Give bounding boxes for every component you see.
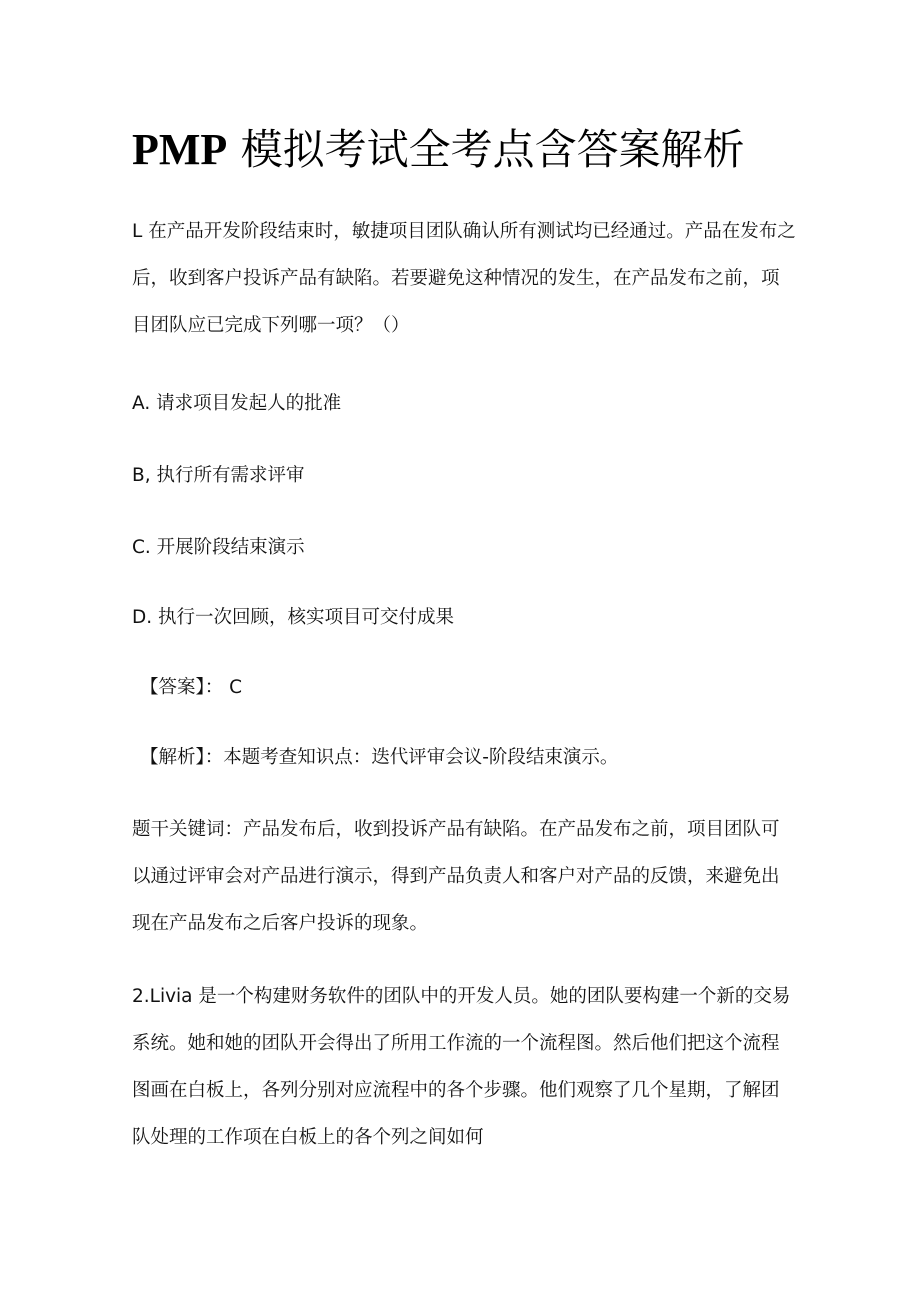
page-title xyxy=(132,118,832,182)
title-latin: PMP xyxy=(132,125,228,174)
question-1-answer: 【答案】： C xyxy=(140,677,243,698)
title-cjk: 模拟考试全考点含答案解析 xyxy=(240,125,745,174)
question-1-option-d: D. 执行一次回顾，核实项目可交付成果 xyxy=(132,607,455,628)
question-2-stem: 2.Livia 是一个构建财务软件的团队中的开发人员。她的团队要构建一个新的交易系统。她和她的团队开会得出了所用工作流的一个流程图。然后他们把这个流程图画在白板上，各列分别对应流程中的各个步骤。他们观察了几个星期，了解团队处理的工作项在白板上的各个列之间如何 xyxy=(132,986,791,1148)
question-1-option-a: A. 请求项目发起人的批准 xyxy=(132,393,342,414)
question-1-analysis: 【解析】：本题考查知识点：迭代评审会议-阶段结束演示。 xyxy=(140,747,619,768)
question-1-stem: L 在产品开发阶段结束时，敏捷项目团队确认所有测试均已经通过。产品在发布之后，收到客户投诉产品有缺陷。若要避免这种情况的发生，在产品发布之前，项目团队应已完成下列哪一项？（） xyxy=(132,221,796,336)
question-1-option-c: C. 开展阶段结束演示 xyxy=(132,537,305,558)
question-1-keywords: 题干关键词：产品发布后，收到投诉产品有缺陷。在产品发布之前，项目团队可以通过评审会对产品进行演示，得到产品负责人和客户对产品的反馈，来避免出现在产品发布之后客户投诉的现象。 xyxy=(132,819,780,934)
question-1-option-b: B, 执行所有需求评审 xyxy=(132,465,305,486)
